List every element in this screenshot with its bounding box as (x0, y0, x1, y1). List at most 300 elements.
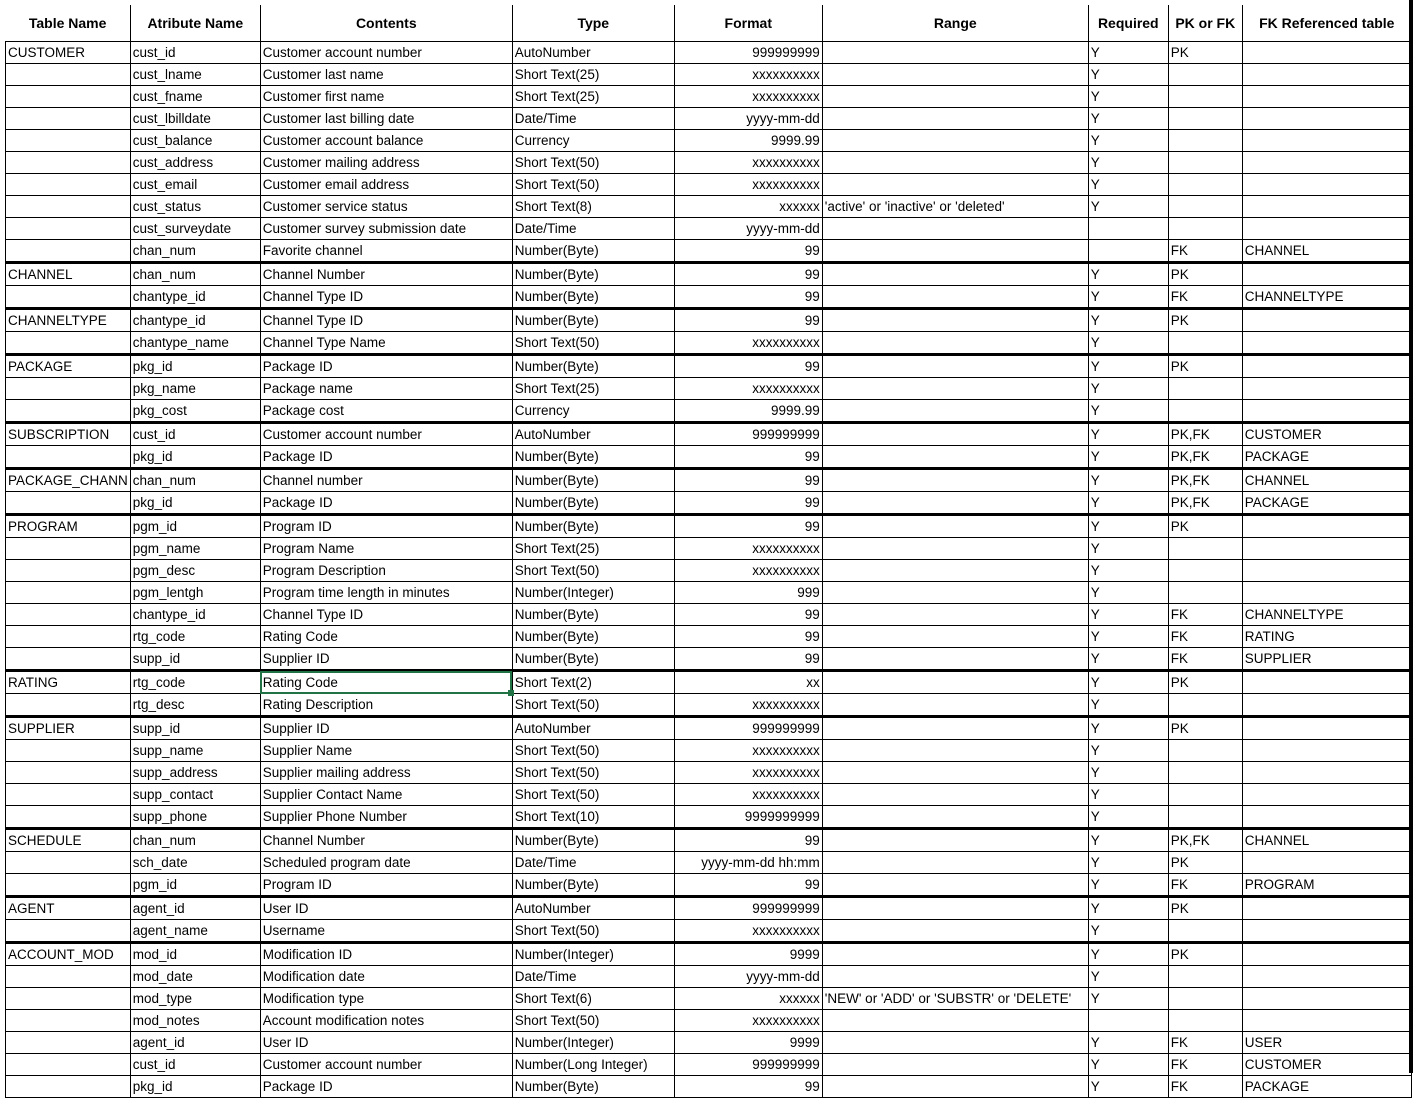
cell-fk-referenced-table[interactable] (1242, 717, 1411, 740)
cell-contents[interactable]: Program ID (260, 515, 512, 538)
cell-range[interactable] (822, 671, 1088, 694)
cell-required[interactable]: Y (1088, 943, 1168, 966)
cell-format[interactable]: 99 (674, 648, 822, 671)
cell-format[interactable]: 9999.99 (674, 130, 822, 152)
header-contents[interactable]: Contents (260, 5, 512, 42)
cell-contents[interactable]: Customer email address (260, 174, 512, 196)
cell-contents[interactable]: Channel Number (260, 263, 512, 286)
cell-attribute-name[interactable]: chan_num (130, 263, 260, 286)
cell-type[interactable]: Date/Time (512, 966, 674, 988)
cell-type[interactable]: Number(Byte) (512, 515, 674, 538)
cell-type[interactable]: Number(Byte) (512, 1076, 674, 1098)
cell-range[interactable] (822, 717, 1088, 740)
cell-contents[interactable]: Package cost (260, 400, 512, 423)
cell-fk-referenced-table[interactable] (1242, 400, 1411, 423)
cell-required[interactable]: Y (1088, 378, 1168, 400)
cell-required[interactable]: Y (1088, 86, 1168, 108)
cell-contents[interactable]: Package name (260, 378, 512, 400)
cell-range[interactable] (822, 560, 1088, 582)
cell-format[interactable]: 9999999999 (674, 806, 822, 829)
cell-attribute-name[interactable]: cust_surveydate (130, 218, 260, 240)
cell-contents[interactable]: Package ID (260, 1076, 512, 1098)
cell-table-name[interactable] (6, 966, 131, 988)
cell-pk-or-fk[interactable] (1168, 332, 1242, 355)
cell-range[interactable] (822, 174, 1088, 196)
cell-required[interactable]: Y (1088, 694, 1168, 717)
cell-attribute-name[interactable]: cust_id (130, 1054, 260, 1076)
cell-pk-or-fk[interactable]: PK (1168, 943, 1242, 966)
cell-attribute-name[interactable]: chantype_id (130, 604, 260, 626)
cell-range[interactable] (822, 355, 1088, 378)
cell-table-name[interactable] (6, 196, 131, 218)
cell-table-name[interactable]: RATING (6, 671, 131, 694)
cell-required[interactable]: Y (1088, 988, 1168, 1010)
cell-pk-or-fk[interactable]: PK,FK (1168, 492, 1242, 515)
cell-attribute-name[interactable]: pgm_desc (130, 560, 260, 582)
cell-table-name[interactable]: AGENT (6, 897, 131, 920)
cell-format[interactable]: 99 (674, 874, 822, 897)
cell-required[interactable]: Y (1088, 717, 1168, 740)
cell-table-name[interactable]: PROGRAM (6, 515, 131, 538)
cell-type[interactable]: Number(Byte) (512, 626, 674, 648)
cell-format[interactable]: 999999999 (674, 423, 822, 446)
cell-table-name[interactable] (6, 400, 131, 423)
cell-table-name[interactable]: CUSTOMER (6, 42, 131, 64)
cell-fk-referenced-table[interactable] (1242, 806, 1411, 829)
cell-table-name[interactable] (6, 1076, 131, 1098)
cell-attribute-name[interactable]: rtg_code (130, 626, 260, 648)
cell-contents[interactable]: Channel Type Name (260, 332, 512, 355)
cell-attribute-name[interactable]: supp_id (130, 717, 260, 740)
cell-required[interactable]: Y (1088, 492, 1168, 515)
cell-type[interactable]: Short Text(50) (512, 784, 674, 806)
cell-format[interactable]: yyyy-mm-dd (674, 108, 822, 130)
cell-fk-referenced-table[interactable]: PROGRAM (1242, 874, 1411, 897)
cell-contents[interactable]: Account modification notes (260, 1010, 512, 1032)
cell-table-name[interactable]: PACKAGE_CHANN (6, 469, 131, 492)
header-attribute-name[interactable]: Atribute Name (130, 5, 260, 42)
cell-attribute-name[interactable]: mod_id (130, 943, 260, 966)
cell-format[interactable]: 99 (674, 829, 822, 852)
cell-format[interactable]: 99 (674, 1076, 822, 1098)
cell-format[interactable]: 99 (674, 355, 822, 378)
cell-table-name[interactable] (6, 1032, 131, 1054)
cell-attribute-name[interactable]: pkg_id (130, 1076, 260, 1098)
cell-contents[interactable]: Customer first name (260, 86, 512, 108)
cell-fk-referenced-table[interactable]: CHANNEL (1242, 469, 1411, 492)
cell-pk-or-fk[interactable]: PK (1168, 671, 1242, 694)
cell-fk-referenced-table[interactable]: CHANNELTYPE (1242, 286, 1411, 309)
cell-required[interactable]: Y (1088, 582, 1168, 604)
cell-format[interactable]: 99 (674, 309, 822, 332)
cell-attribute-name[interactable]: supp_id (130, 648, 260, 671)
cell-required[interactable]: Y (1088, 671, 1168, 694)
cell-format[interactable]: xxxxxxxxxx (674, 332, 822, 355)
cell-table-name[interactable] (6, 1010, 131, 1032)
header-range[interactable]: Range (822, 5, 1088, 42)
cell-type[interactable]: Date/Time (512, 852, 674, 874)
cell-table-name[interactable] (6, 174, 131, 196)
cell-range[interactable] (822, 1032, 1088, 1054)
cell-required[interactable]: Y (1088, 852, 1168, 874)
cell-attribute-name[interactable]: chan_num (130, 829, 260, 852)
cell-pk-or-fk[interactable]: PK (1168, 309, 1242, 332)
cell-type[interactable]: Number(Long Integer) (512, 1054, 674, 1076)
cell-table-name[interactable]: SCHEDULE (6, 829, 131, 852)
cell-range[interactable] (822, 423, 1088, 446)
cell-pk-or-fk[interactable] (1168, 1010, 1242, 1032)
cell-type[interactable]: Number(Byte) (512, 446, 674, 469)
cell-pk-or-fk[interactable] (1168, 740, 1242, 762)
cell-fk-referenced-table[interactable]: PACKAGE (1242, 1076, 1411, 1098)
cell-contents[interactable]: Modification date (260, 966, 512, 988)
cell-contents[interactable]: Customer survey submission date (260, 218, 512, 240)
cell-attribute-name[interactable]: cust_status (130, 196, 260, 218)
cell-attribute-name[interactable]: supp_phone (130, 806, 260, 829)
cell-type[interactable]: Number(Byte) (512, 309, 674, 332)
cell-required[interactable]: Y (1088, 263, 1168, 286)
cell-attribute-name[interactable]: agent_id (130, 1032, 260, 1054)
cell-range[interactable] (822, 240, 1088, 263)
cell-fk-referenced-table[interactable] (1242, 86, 1411, 108)
cell-table-name[interactable] (6, 378, 131, 400)
cell-attribute-name[interactable]: mod_date (130, 966, 260, 988)
cell-pk-or-fk[interactable] (1168, 784, 1242, 806)
cell-contents[interactable]: Modification ID (260, 943, 512, 966)
cell-fk-referenced-table[interactable] (1242, 943, 1411, 966)
cell-range[interactable] (822, 130, 1088, 152)
cell-table-name[interactable]: SUBSCRIPTION (6, 423, 131, 446)
cell-fk-referenced-table[interactable]: CHANNEL (1242, 829, 1411, 852)
cell-attribute-name[interactable]: mod_notes (130, 1010, 260, 1032)
cell-range[interactable] (822, 874, 1088, 897)
cell-table-name[interactable] (6, 988, 131, 1010)
cell-required[interactable]: Y (1088, 108, 1168, 130)
cell-fk-referenced-table[interactable] (1242, 538, 1411, 560)
cell-range[interactable] (822, 446, 1088, 469)
cell-pk-or-fk[interactable] (1168, 762, 1242, 784)
cell-pk-or-fk[interactable] (1168, 806, 1242, 829)
cell-range[interactable] (822, 309, 1088, 332)
cell-format[interactable]: 99 (674, 469, 822, 492)
cell-table-name[interactable] (6, 582, 131, 604)
cell-range[interactable] (822, 263, 1088, 286)
cell-format[interactable]: 999 (674, 582, 822, 604)
cell-attribute-name[interactable]: pkg_id (130, 446, 260, 469)
cell-range[interactable] (822, 492, 1088, 515)
header-pk-or-fk[interactable]: PK or FK (1168, 5, 1242, 42)
cell-format[interactable]: xxxxxxxxxx (674, 86, 822, 108)
cell-fk-referenced-table[interactable] (1242, 988, 1411, 1010)
cell-pk-or-fk[interactable]: FK (1168, 604, 1242, 626)
cell-range[interactable] (822, 515, 1088, 538)
cell-type[interactable]: AutoNumber (512, 897, 674, 920)
cell-attribute-name[interactable]: cust_lbilldate (130, 108, 260, 130)
cell-range[interactable] (822, 626, 1088, 648)
cell-range[interactable] (822, 400, 1088, 423)
cell-contents[interactable]: Customer account number (260, 423, 512, 446)
cell-type[interactable]: Number(Byte) (512, 355, 674, 378)
cell-required[interactable]: Y (1088, 400, 1168, 423)
cell-fk-referenced-table[interactable] (1242, 108, 1411, 130)
cell-range[interactable] (822, 286, 1088, 309)
cell-pk-or-fk[interactable]: FK (1168, 240, 1242, 263)
cell-type[interactable]: Number(Byte) (512, 263, 674, 286)
cell-range[interactable] (822, 806, 1088, 829)
cell-format[interactable]: 99 (674, 286, 822, 309)
cell-type[interactable]: Short Text(50) (512, 174, 674, 196)
cell-format[interactable]: yyyy-mm-dd (674, 218, 822, 240)
cell-required[interactable]: Y (1088, 897, 1168, 920)
cell-table-name[interactable] (6, 446, 131, 469)
cell-type[interactable]: Currency (512, 400, 674, 423)
cell-format[interactable]: 99 (674, 240, 822, 263)
cell-pk-or-fk[interactable]: FK (1168, 626, 1242, 648)
cell-type[interactable]: Short Text(6) (512, 988, 674, 1010)
cell-fk-referenced-table[interactable] (1242, 694, 1411, 717)
cell-fk-referenced-table[interactable]: PACKAGE (1242, 446, 1411, 469)
cell-pk-or-fk[interactable]: PK (1168, 515, 1242, 538)
cell-range[interactable] (822, 852, 1088, 874)
cell-attribute-name[interactable]: supp_contact (130, 784, 260, 806)
cell-attribute-name[interactable]: pkg_name (130, 378, 260, 400)
cell-fk-referenced-table[interactable] (1242, 784, 1411, 806)
cell-type[interactable]: AutoNumber (512, 423, 674, 446)
cell-range[interactable] (822, 966, 1088, 988)
cell-contents[interactable]: Customer last name (260, 64, 512, 86)
cell-pk-or-fk[interactable]: PK (1168, 263, 1242, 286)
cell-contents[interactable]: User ID (260, 1032, 512, 1054)
cell-format[interactable]: 999999999 (674, 897, 822, 920)
cell-required[interactable]: Y (1088, 1032, 1168, 1054)
selection-fill-handle[interactable] (508, 690, 514, 696)
cell-type[interactable]: Date/Time (512, 218, 674, 240)
cell-contents[interactable]: Customer service status (260, 196, 512, 218)
cell-table-name[interactable] (6, 152, 131, 174)
cell-format[interactable]: xxxxxxxxxx (674, 378, 822, 400)
cell-pk-or-fk[interactable]: FK (1168, 286, 1242, 309)
cell-fk-referenced-table[interactable] (1242, 332, 1411, 355)
cell-fk-referenced-table[interactable]: RATING (1242, 626, 1411, 648)
cell-fk-referenced-table[interactable] (1242, 130, 1411, 152)
cell-table-name[interactable] (6, 130, 131, 152)
cell-required[interactable]: Y (1088, 469, 1168, 492)
cell-type[interactable]: Number(Byte) (512, 829, 674, 852)
cell-type[interactable]: Number(Byte) (512, 648, 674, 671)
cell-range[interactable] (822, 648, 1088, 671)
cell-pk-or-fk[interactable]: FK (1168, 648, 1242, 671)
cell-attribute-name[interactable]: agent_id (130, 897, 260, 920)
cell-table-name[interactable] (6, 604, 131, 626)
cell-pk-or-fk[interactable] (1168, 400, 1242, 423)
cell-table-name[interactable] (6, 648, 131, 671)
cell-pk-or-fk[interactable] (1168, 378, 1242, 400)
cell-required[interactable]: Y (1088, 626, 1168, 648)
cell-contents[interactable]: Program Description (260, 560, 512, 582)
cell-required[interactable]: Y (1088, 829, 1168, 852)
cell-fk-referenced-table[interactable] (1242, 897, 1411, 920)
cell-format[interactable]: xxxxxxxxxx (674, 560, 822, 582)
cell-type[interactable]: Number(Byte) (512, 604, 674, 626)
cell-range[interactable] (822, 42, 1088, 64)
cell-pk-or-fk[interactable] (1168, 694, 1242, 717)
cell-contents[interactable]: Username (260, 920, 512, 943)
cell-contents[interactable]: Supplier Name (260, 740, 512, 762)
cell-required[interactable]: Y (1088, 130, 1168, 152)
cell-required[interactable] (1088, 218, 1168, 240)
cell-pk-or-fk[interactable]: FK (1168, 1032, 1242, 1054)
cell-required[interactable] (1088, 1010, 1168, 1032)
cell-pk-or-fk[interactable]: PK,FK (1168, 469, 1242, 492)
cell-contents[interactable]: Supplier ID (260, 648, 512, 671)
cell-range[interactable] (822, 218, 1088, 240)
cell-pk-or-fk[interactable]: PK (1168, 852, 1242, 874)
cell-range[interactable] (822, 332, 1088, 355)
cell-pk-or-fk[interactable]: PK,FK (1168, 423, 1242, 446)
cell-attribute-name[interactable]: chan_num (130, 240, 260, 263)
cell-table-name[interactable] (6, 852, 131, 874)
cell-type[interactable]: Number(Integer) (512, 1032, 674, 1054)
cell-table-name[interactable] (6, 86, 131, 108)
cell-type[interactable]: Number(Byte) (512, 492, 674, 515)
cell-contents[interactable]: Program Name (260, 538, 512, 560)
cell-contents[interactable]: Supplier ID (260, 717, 512, 740)
cell-contents[interactable]: Modification type (260, 988, 512, 1010)
cell-required[interactable]: Y (1088, 1076, 1168, 1098)
cell-pk-or-fk[interactable] (1168, 582, 1242, 604)
cell-pk-or-fk[interactable]: PK (1168, 42, 1242, 64)
cell-fk-referenced-table[interactable] (1242, 762, 1411, 784)
cell-required[interactable]: Y (1088, 762, 1168, 784)
cell-required[interactable]: Y (1088, 515, 1168, 538)
cell-range[interactable] (822, 378, 1088, 400)
cell-type[interactable]: Short Text(50) (512, 560, 674, 582)
cell-range[interactable] (822, 108, 1088, 130)
cell-table-name[interactable]: ACCOUNT_MOD (6, 943, 131, 966)
cell-required[interactable]: Y (1088, 604, 1168, 626)
cell-format[interactable]: 99 (674, 446, 822, 469)
cell-attribute-name[interactable]: rtg_code (130, 671, 260, 694)
cell-range[interactable] (822, 694, 1088, 717)
cell-attribute-name[interactable]: pkg_id (130, 492, 260, 515)
cell-table-name[interactable] (6, 332, 131, 355)
cell-range[interactable] (822, 152, 1088, 174)
cell-type[interactable]: Number(Byte) (512, 469, 674, 492)
cell-fk-referenced-table[interactable] (1242, 196, 1411, 218)
cell-fk-referenced-table[interactable] (1242, 309, 1411, 332)
cell-contents[interactable]: Supplier mailing address (260, 762, 512, 784)
cell-range[interactable] (822, 762, 1088, 784)
cell-required[interactable] (1088, 240, 1168, 263)
cell-range[interactable] (822, 1010, 1088, 1032)
cell-type[interactable]: Short Text(50) (512, 152, 674, 174)
cell-pk-or-fk[interactable] (1168, 86, 1242, 108)
cell-range[interactable]: 'active' or 'inactive' or 'deleted' (822, 196, 1088, 218)
cell-required[interactable]: Y (1088, 920, 1168, 943)
cell-attribute-name[interactable]: cust_fname (130, 86, 260, 108)
cell-table-name[interactable] (6, 1054, 131, 1076)
cell-type[interactable]: AutoNumber (512, 717, 674, 740)
cell-type[interactable]: Number(Integer) (512, 943, 674, 966)
cell-fk-referenced-table[interactable] (1242, 152, 1411, 174)
cell-required[interactable]: Y (1088, 196, 1168, 218)
cell-table-name[interactable] (6, 694, 131, 717)
cell-table-name[interactable] (6, 538, 131, 560)
cell-pk-or-fk[interactable] (1168, 130, 1242, 152)
cell-pk-or-fk[interactable] (1168, 966, 1242, 988)
cell-contents[interactable]: User ID (260, 897, 512, 920)
cell-range[interactable] (822, 829, 1088, 852)
cell-required[interactable]: Y (1088, 1054, 1168, 1076)
cell-type[interactable]: Short Text(25) (512, 86, 674, 108)
cell-pk-or-fk[interactable]: FK (1168, 874, 1242, 897)
header-type[interactable]: Type (512, 5, 674, 42)
cell-fk-referenced-table[interactable]: PACKAGE (1242, 492, 1411, 515)
cell-type[interactable]: Number(Byte) (512, 874, 674, 897)
cell-pk-or-fk[interactable] (1168, 64, 1242, 86)
cell-attribute-name[interactable]: chantype_id (130, 309, 260, 332)
cell-type[interactable]: Short Text(50) (512, 762, 674, 784)
cell-pk-or-fk[interactable]: PK,FK (1168, 446, 1242, 469)
cell-required[interactable]: Y (1088, 309, 1168, 332)
cell-range[interactable] (822, 582, 1088, 604)
cell-table-name[interactable]: CHANNELTYPE (6, 309, 131, 332)
cell-contents[interactable]: Customer account number (260, 42, 512, 64)
cell-attribute-name[interactable]: pgm_id (130, 874, 260, 897)
cell-type[interactable]: Short Text(50) (512, 332, 674, 355)
cell-format[interactable]: 99 (674, 604, 822, 626)
cell-format[interactable]: xxxxxxxxxx (674, 784, 822, 806)
cell-attribute-name[interactable]: supp_address (130, 762, 260, 784)
cell-table-name[interactable] (6, 762, 131, 784)
cell-range[interactable] (822, 920, 1088, 943)
cell-fk-referenced-table[interactable]: CUSTOMER (1242, 1054, 1411, 1076)
cell-contents[interactable]: Channel Type ID (260, 309, 512, 332)
cell-attribute-name[interactable]: cust_id (130, 42, 260, 64)
cell-format[interactable]: xxxxxxxxxx (674, 64, 822, 86)
cell-range[interactable] (822, 943, 1088, 966)
cell-range[interactable] (822, 1054, 1088, 1076)
cell-required[interactable]: Y (1088, 332, 1168, 355)
cell-attribute-name[interactable]: cust_lname (130, 64, 260, 86)
cell-type[interactable]: Short Text(8) (512, 196, 674, 218)
cell-contents[interactable]: Supplier Contact Name (260, 784, 512, 806)
cell-required[interactable]: Y (1088, 538, 1168, 560)
cell-range[interactable]: 'NEW' or 'ADD' or 'SUBSTR' or 'DELETE' (822, 988, 1088, 1010)
cell-fk-referenced-table[interactable] (1242, 218, 1411, 240)
cell-format[interactable]: xx (674, 671, 822, 694)
cell-format[interactable]: xxxxxxxxxx (674, 1010, 822, 1032)
cell-format[interactable]: xxxxxxxxxx (674, 174, 822, 196)
cell-attribute-name[interactable]: cust_id (130, 423, 260, 446)
cell-fk-referenced-table[interactable] (1242, 64, 1411, 86)
cell-range[interactable] (822, 86, 1088, 108)
cell-table-name[interactable]: PACKAGE (6, 355, 131, 378)
cell-format[interactable]: yyyy-mm-dd (674, 966, 822, 988)
cell-contents[interactable]: Channel Number (260, 829, 512, 852)
cell-fk-referenced-table[interactable] (1242, 582, 1411, 604)
cell-contents[interactable]: Rating Code (260, 671, 512, 694)
cell-format[interactable]: 99 (674, 515, 822, 538)
cell-pk-or-fk[interactable] (1168, 152, 1242, 174)
cell-pk-or-fk[interactable] (1168, 988, 1242, 1010)
cell-attribute-name[interactable]: chan_num (130, 469, 260, 492)
cell-table-name[interactable] (6, 108, 131, 130)
cell-table-name[interactable] (6, 286, 131, 309)
cell-format[interactable]: xxxxxxxxxx (674, 762, 822, 784)
cell-fk-referenced-table[interactable] (1242, 355, 1411, 378)
cell-attribute-name[interactable]: sch_date (130, 852, 260, 874)
